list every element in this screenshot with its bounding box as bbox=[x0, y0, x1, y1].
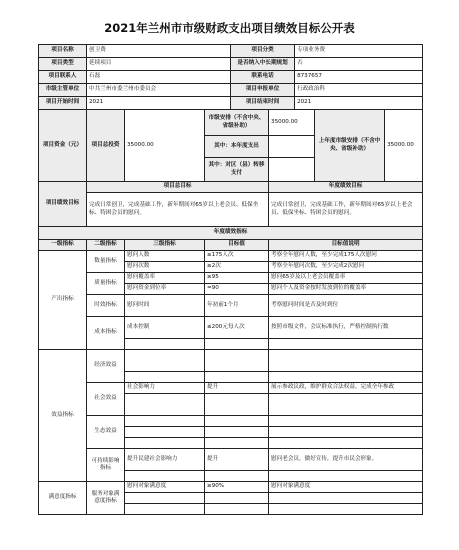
value-cell bbox=[205, 416, 269, 427]
l3-cell: 慰问对象满意度 bbox=[125, 482, 205, 493]
city-arrangement-label: 市级安排（不含中央、省级补助） bbox=[205, 110, 269, 136]
indicators-section-header: 年度绩效指标 bbox=[39, 227, 423, 240]
total-investment-value: 35000.00 bbox=[125, 110, 205, 182]
value-cell bbox=[205, 372, 269, 383]
funds-row-1 bbox=[39, 110, 423, 136]
end-time-label: 项目结束时间 bbox=[231, 97, 295, 110]
l2-service-satisfaction: 服务对象满意度指标 bbox=[87, 482, 125, 515]
l3-cell bbox=[125, 350, 205, 372]
value-cell: 提升 bbox=[205, 383, 269, 394]
value-cell bbox=[205, 493, 269, 504]
project-type-value: 延续项目 bbox=[87, 58, 231, 71]
l3-cell bbox=[125, 372, 205, 383]
note-cell bbox=[269, 350, 423, 372]
info-row-5 bbox=[39, 97, 423, 110]
l2-quality: 质量指标 bbox=[87, 273, 125, 295]
implementing-unit-label: 项目申报单位 bbox=[231, 84, 295, 97]
goals-header-row bbox=[39, 182, 423, 193]
value-cell bbox=[205, 504, 269, 515]
col-header-value: 目标值 bbox=[205, 240, 269, 251]
l2-sustainable: 可持续影响指标 bbox=[87, 449, 125, 482]
implementing-unit-value: 行政政治科 bbox=[295, 84, 423, 97]
prior-year-value: 35000.00 bbox=[385, 110, 423, 182]
funds-label: 项目资金（元） bbox=[39, 110, 87, 182]
value-cell: ≥175人次 bbox=[205, 251, 269, 262]
note-cell: 慰问65岁及以上老会员覆盖率 bbox=[269, 273, 423, 284]
note-cell: 考察全年慰问次数，至少完成2次慰问 bbox=[269, 262, 423, 273]
city-arrangement-value: 35000.00 bbox=[269, 110, 315, 136]
l2-quantity: 数量指标 bbox=[87, 251, 125, 273]
note-cell: 考察全年慰问人数，至少完成175人次慰问 bbox=[269, 251, 423, 262]
note-cell bbox=[269, 427, 423, 438]
project-type-label: 项目类型 bbox=[39, 58, 87, 71]
info-row-3 bbox=[39, 71, 423, 84]
goals-label: 项目绩效目标 bbox=[39, 182, 87, 227]
value-cell bbox=[205, 394, 269, 416]
note-cell bbox=[269, 438, 423, 449]
note-cell bbox=[269, 416, 423, 427]
project-category-value: 专项业务费 bbox=[295, 45, 423, 58]
indicator-row bbox=[39, 350, 423, 372]
l3-cell: 慰问资金到位率 bbox=[125, 284, 205, 295]
l2-economic: 经济效益 bbox=[87, 350, 125, 383]
note-cell: 慰问老会员，做好宣传，提升市民会形象。 bbox=[269, 449, 423, 471]
project-name-label: 项目名称 bbox=[39, 45, 87, 58]
department-label: 市级主管单位 bbox=[39, 84, 87, 97]
indicator-row bbox=[39, 317, 423, 339]
value-cell: ≥90% bbox=[205, 482, 269, 493]
note-cell bbox=[269, 504, 423, 515]
value-cell bbox=[205, 339, 269, 350]
overall-goal-header: 项目总目标 bbox=[87, 182, 269, 193]
medium-long-term-label: 是否纳入中长期规划 bbox=[231, 58, 295, 71]
end-time-value: 2021 bbox=[295, 97, 423, 110]
indicators-section-row bbox=[39, 227, 423, 240]
l3-cell bbox=[125, 416, 205, 427]
value-cell: ≤200元每人次 bbox=[205, 317, 269, 339]
l3-cell bbox=[125, 471, 205, 482]
note-cell bbox=[269, 372, 423, 383]
start-time-value: 2021 bbox=[87, 97, 231, 110]
value-cell bbox=[205, 438, 269, 449]
l3-cell bbox=[125, 438, 205, 449]
l3-cell: 慰问覆盖率 bbox=[125, 273, 205, 284]
page-title: 2021年兰州市市级财政支出项目绩效目标公开表 bbox=[104, 21, 355, 35]
value-cell bbox=[205, 350, 269, 372]
note-cell: 展示参政议政，维护群众合法权益，完成全年参政 bbox=[269, 383, 423, 394]
indicator-row bbox=[39, 251, 423, 262]
note-cell: 慰问个人及资金按时发放到位的覆盖率 bbox=[269, 284, 423, 295]
contact-label: 项目联系人 bbox=[39, 71, 87, 84]
start-time-label: 项目开始时间 bbox=[39, 97, 87, 110]
l3-cell bbox=[125, 493, 205, 504]
current-year-label: 其中：本年度支出 bbox=[205, 136, 269, 158]
col-header-l1: 一级指标 bbox=[39, 240, 87, 251]
note-cell bbox=[269, 471, 423, 482]
note-cell bbox=[269, 493, 423, 504]
col-header-l3: 三级指标 bbox=[125, 240, 205, 251]
l1-satisfaction: 满意度指标 bbox=[39, 482, 87, 515]
value-cell: ≥95 bbox=[205, 273, 269, 284]
l2-ecological: 生态效益 bbox=[87, 416, 125, 449]
project-category-label: 项目分类 bbox=[231, 45, 295, 58]
indicator-row bbox=[39, 416, 423, 427]
goals-row bbox=[39, 193, 423, 227]
l1-output: 产出指标 bbox=[39, 251, 87, 350]
contact-value: 石磊 bbox=[87, 71, 231, 84]
l2-social: 社会效益 bbox=[87, 383, 125, 416]
prior-year-label: 上年度市级安排（不含中央、省级补助） bbox=[315, 110, 385, 182]
note-cell: 按照市级文件，会议标准执行，严格控制执行数 bbox=[269, 317, 423, 339]
overall-goal-text: 完成日常创卫，完成基础工作，新年期间对65岁以上老会员、低保坐标、特困会员的慰问。 bbox=[87, 193, 269, 227]
county-transfer-label: 其中：对区（县）转移支付 bbox=[205, 158, 269, 182]
indicator-row bbox=[39, 273, 423, 284]
l2-timeliness: 时效指标 bbox=[87, 295, 125, 317]
total-investment-label: 项目总投资 bbox=[87, 110, 125, 182]
indicator-row bbox=[39, 295, 423, 317]
l3-cell bbox=[125, 427, 205, 438]
note-cell bbox=[269, 339, 423, 350]
l3-cell: 慰问次数 bbox=[125, 262, 205, 273]
value-cell bbox=[205, 427, 269, 438]
county-transfer-value bbox=[269, 158, 315, 182]
phone-value: 8737657 bbox=[295, 71, 423, 84]
indicator-row bbox=[39, 482, 423, 493]
value-cell bbox=[205, 471, 269, 482]
info-row-1 bbox=[39, 45, 423, 58]
l3-cell bbox=[125, 394, 205, 416]
value-cell: 年初前1个月 bbox=[205, 295, 269, 317]
value-cell: =90 bbox=[205, 284, 269, 295]
current-year-value bbox=[269, 136, 315, 158]
note-cell: 慰问对象满意度 bbox=[269, 482, 423, 493]
medium-long-term-value: 否 bbox=[295, 58, 423, 71]
department-value: 中共兰州市委兰州市委员会 bbox=[87, 84, 231, 97]
performance-table bbox=[38, 44, 423, 515]
indicators-columns-row bbox=[39, 240, 423, 251]
l3-cell: 慰问时间 bbox=[125, 295, 205, 317]
value-cell: ≥2次 bbox=[205, 262, 269, 273]
note-cell: 考察慰问时间是否及时到位 bbox=[269, 295, 423, 317]
l3-cell bbox=[125, 339, 205, 350]
l2-cost: 成本指标 bbox=[87, 317, 125, 350]
indicator-row bbox=[39, 449, 423, 471]
info-row-4 bbox=[39, 84, 423, 97]
phone-label: 联系电话 bbox=[231, 71, 295, 84]
l3-cell: 成本控制 bbox=[125, 317, 205, 339]
value-cell: 提升 bbox=[205, 449, 269, 471]
l3-cell: 提升民建社会影响力 bbox=[125, 449, 205, 471]
l1-benefit: 效益指标 bbox=[39, 350, 87, 482]
l3-cell: 社会影响力 bbox=[125, 383, 205, 394]
l3-cell bbox=[125, 504, 205, 515]
info-row-2 bbox=[39, 58, 423, 71]
indicator-row bbox=[39, 383, 423, 394]
note-cell bbox=[269, 394, 423, 416]
annual-goal-text: 完成日常创卫，完成基础工作，新年期间对65岁以上老会员、低保坐标、特困会员的慰问。 bbox=[269, 193, 423, 227]
project-name-value: 创卫费 bbox=[87, 45, 231, 58]
l3-cell: 慰问人数 bbox=[125, 251, 205, 262]
annual-goal-header: 年度绩效目标 bbox=[269, 182, 423, 193]
col-header-l2: 二级指标 bbox=[87, 240, 125, 251]
col-header-note: 目标值说明 bbox=[269, 240, 423, 251]
